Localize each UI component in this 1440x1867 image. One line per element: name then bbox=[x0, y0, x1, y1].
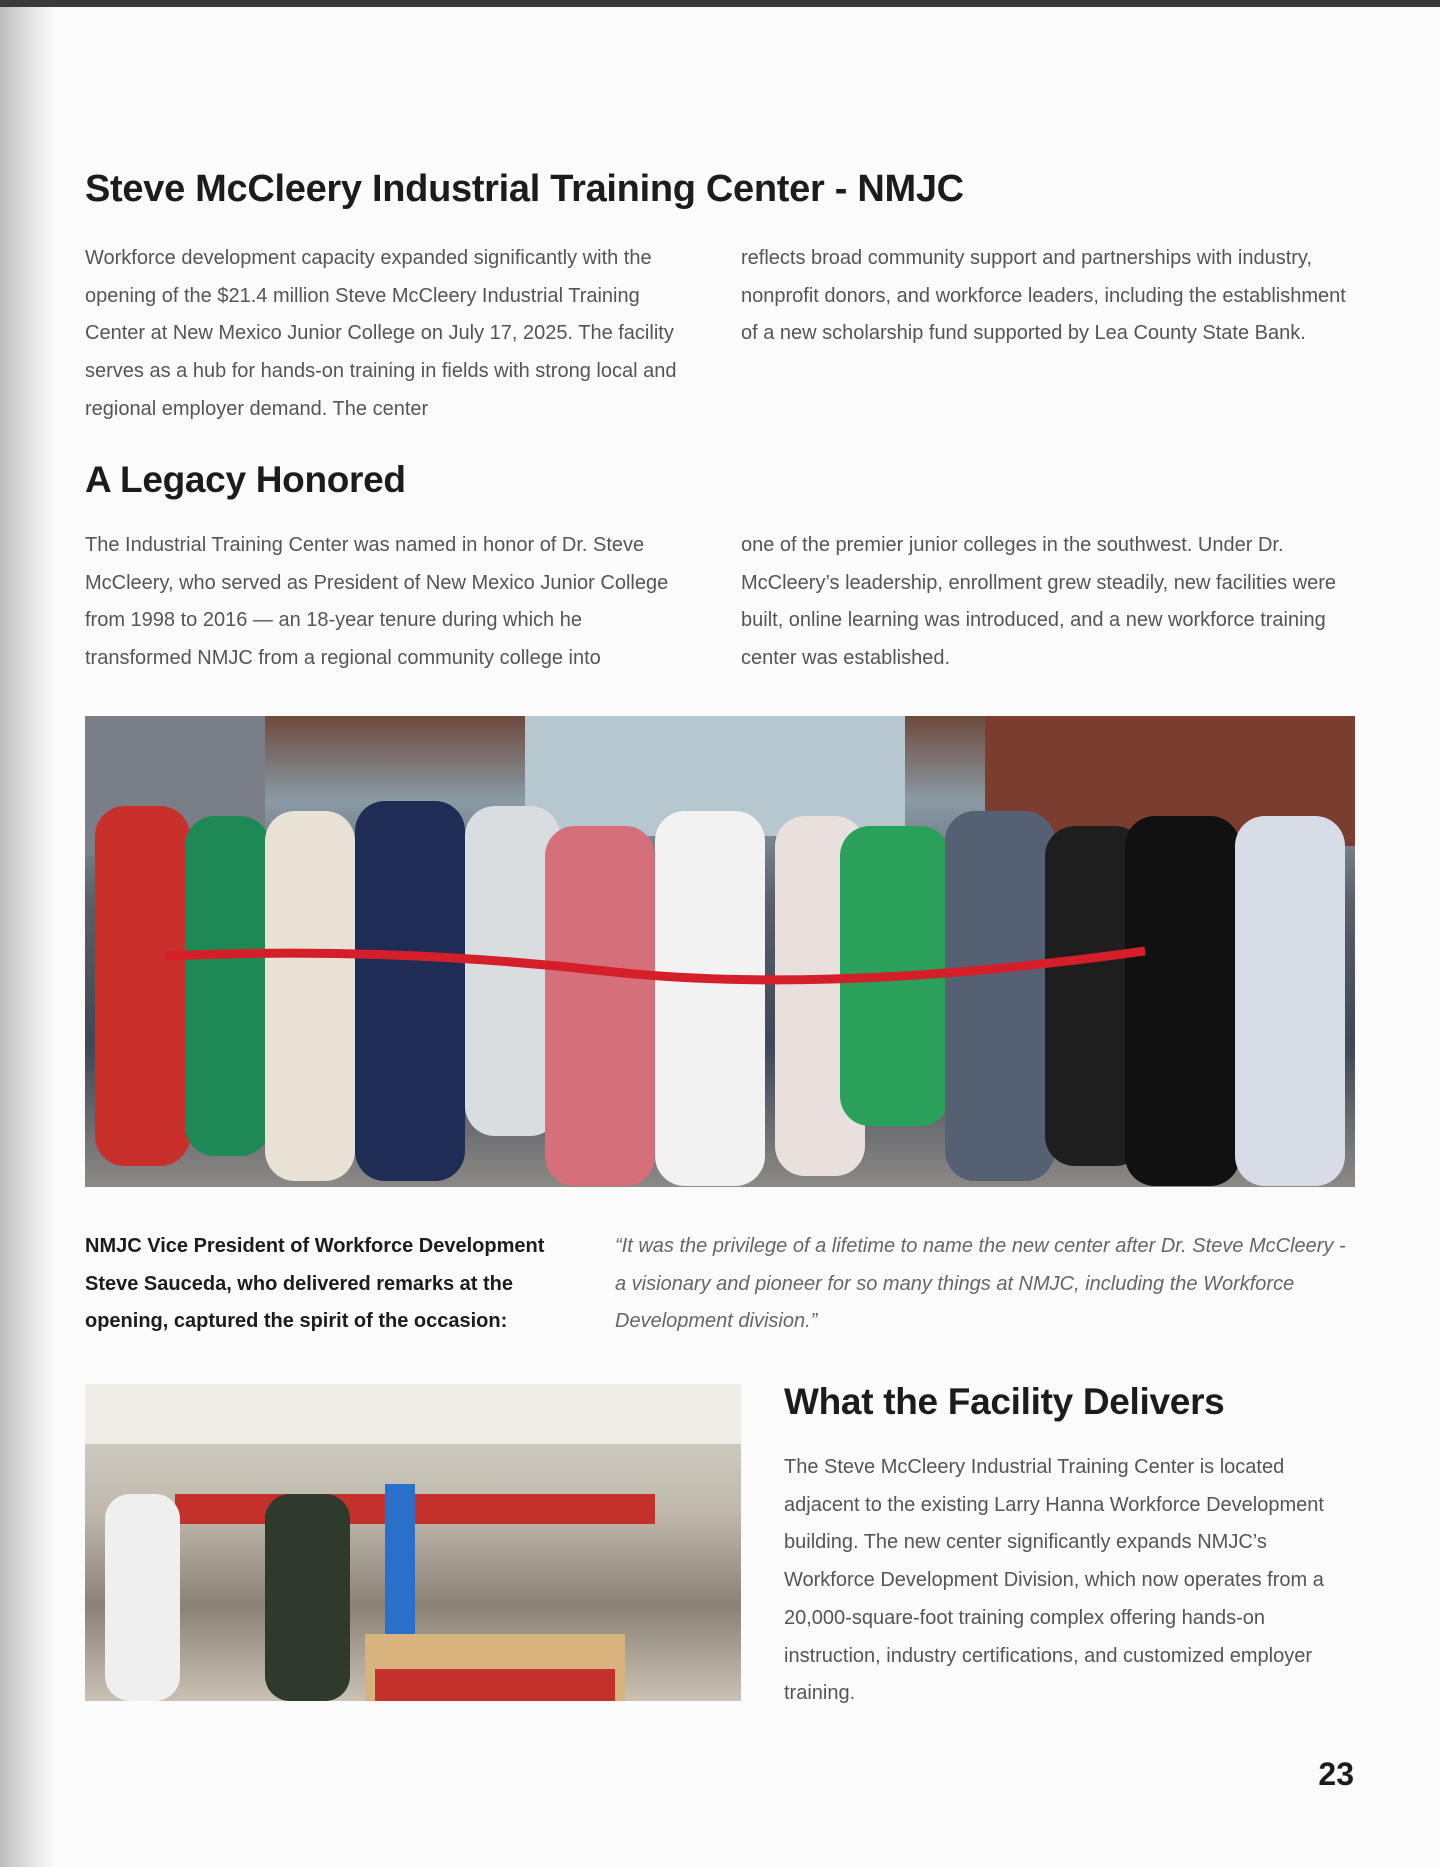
training-floor-illustration bbox=[85, 1384, 741, 1701]
legacy-col-2: one of the premier junior colleges in the southwest. Under Dr. McCleery’s leadership, enrollment grew steadily, new facilities were built, online learning was introduced, and a new workforce training center was established. bbox=[741, 534, 1337, 670]
photo-caption: NMJC Vice President of Workforce Development Steve Sauceda, who delivered remarks at the opening, captured the spirit of the occasion: bbox=[85, 1235, 545, 1333]
training-floor-photo bbox=[85, 1384, 741, 1701]
ribbon-cutting-illustration bbox=[85, 716, 1355, 1187]
intro-col-2: reflects broad community support and partnerships with industry, nonprofit donors, and workforce leaders, including the establishment of a new scholarship fund supported by Lea County State Bank. bbox=[741, 247, 1346, 345]
page-title: Steve McCleery Industrial Training Center - NMJC bbox=[85, 168, 964, 210]
legacy-heading: A Legacy Honored bbox=[85, 459, 406, 500]
ribbon-cutting-photo bbox=[85, 716, 1355, 1187]
page-number: 23 bbox=[1318, 1756, 1354, 1792]
facility-body: The Steve McCleery Industrial Training Center is located adjacent to the existing Larry Hanna Workforce Development building. The new center significantly expands NMJC’s Workforce Development Division, which now operates from a 20,000-square-foot training complex offering hands-on instruction, industry certifications, and customized employer training. bbox=[784, 1456, 1324, 1705]
facility-heading: What the Facility Delivers bbox=[784, 1381, 1225, 1422]
top-bar bbox=[0, 0, 1440, 7]
quote: “It was the privilege of a lifetime to name the new center after Dr. Steve McCleery - a visionary and pioneer for so many things at NMJC, including the Workforce Development division.” bbox=[615, 1235, 1346, 1333]
legacy-col-1: The Industrial Training Center was named in honor of Dr. Steve McCleery, who served as President of New Mexico Junior College from 1998 to 2016 — an 18-year tenure during which he transformed NMJC from a regional community college into bbox=[85, 534, 669, 670]
intro-col-1: Workforce development capacity expanded significantly with the opening of the $21.4 million Steve McCleery Industrial Training Center at New Mexico Junior College on July 17, 2025. The facility serves as a hub for hands-on training in fields with strong local and regional employer demand. The center bbox=[85, 247, 677, 420]
page-spine-shadow bbox=[0, 7, 56, 1867]
